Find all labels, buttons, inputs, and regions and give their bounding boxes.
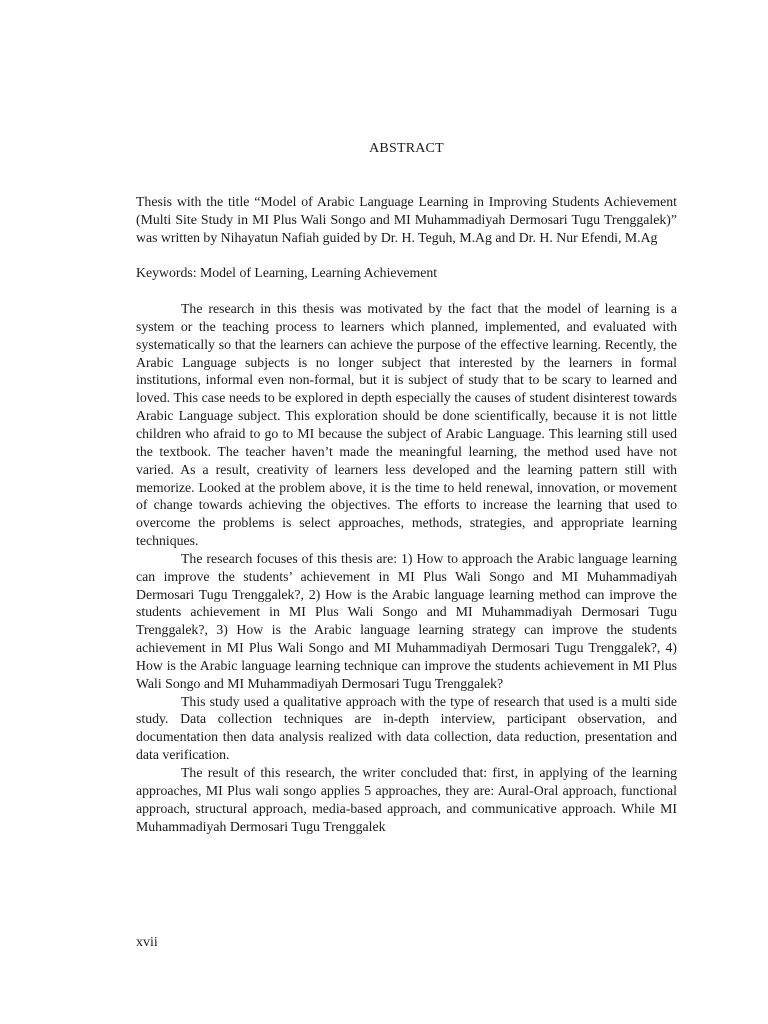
page-number: xvii: [136, 935, 158, 950]
keywords-line: Keywords: Model of Learning, Learning Achievement: [136, 265, 438, 281]
thesis-intro: Thesis with the title “Model of Arabic Language Learning in Improving Students Achievement (Multi Site Study in MI Plus Wali Songo and MI Muhammadiyah Dermosari Tugu Trenggalek)” was written by Nihayatun Nafiah guided by Dr. H. Teguh, M.Ag and Dr. H. Nur Efendi, M.Ag: [136, 194, 677, 245]
paragraph-methodology: This study used a qualitative approach with the type of research that used is a multi side study. Data collection techniques are in-depth interview, participant observation, and documentation then data analysis realized with data collection, data reduction, presentation and data verification.: [136, 693, 677, 763]
abstract-title: ABSTRACT: [369, 141, 444, 156]
paragraph-research-focus: The research focuses of this thesis are: 1) How to approach the Arabic language learning can improve the students’ achievement in MI Plus Wali Songo and MI Muhammadiyah Dermosari Tugu Trenggalek?, 2) How is the Arabic language learning method can improve the students achievement in MI Plus Wali Songo and MI Muhammadiyah Dermosari Tugu Trenggalek?, 3) How is the Arabic language learning strategy can improve the students achievement in MI Plus Wali Songo and MI Muhammadiyah Dermosari Tugu Trenggalek?, 4) How is the Arabic language learning technique can improve the students achievement in MI Plus Wali Songo and MI Muhammadiyah Dermosari Tugu Trenggalek?: [136, 550, 677, 691]
paragraph-results: The result of this research, the writer concluded that: first, in applying of the learning approaches, MI Plus wali songo applies 5 approaches, they are: Aural-Oral approach, functional approach, structural approach, media-based approach, and communicative approach. While MI Muhammadiyah Dermosari Tugu Trenggalek: [136, 765, 677, 834]
paragraph-background: The research in this thesis was motivated by the fact that the model of learning is a system or the teaching process to learners which planned, implemented, and evaluated with systematically so that the learners can achieve the purpose of the effective learning. Recently, the Arabic Language subjects is no longer subject that interested by the learners in formal institutions, informal even non-formal, but it is subject of study that to be scary to learned and loved. This case needs to be explored in depth especially the causes of student disinterest towards Arabic Language subject. This exploration should be done scientifically, because it is not little children who afraid to go to MI because the subject of Arabic Language. This learning still used the textbook. The teacher haven’t made the meaningful learning, the method used have not varied. As a result, creativity of learners less developed and the learning pattern still with memorize. Looked at the problem above, it is the time to held renewal, innovation, or movement of change towards achieving the objectives. The efforts to increase the learning that used to overcome the problems is select approaches, methods, strategies, and appropriate learning techniques.: [136, 301, 677, 549]
abstract-body: [136, 193, 677, 835]
